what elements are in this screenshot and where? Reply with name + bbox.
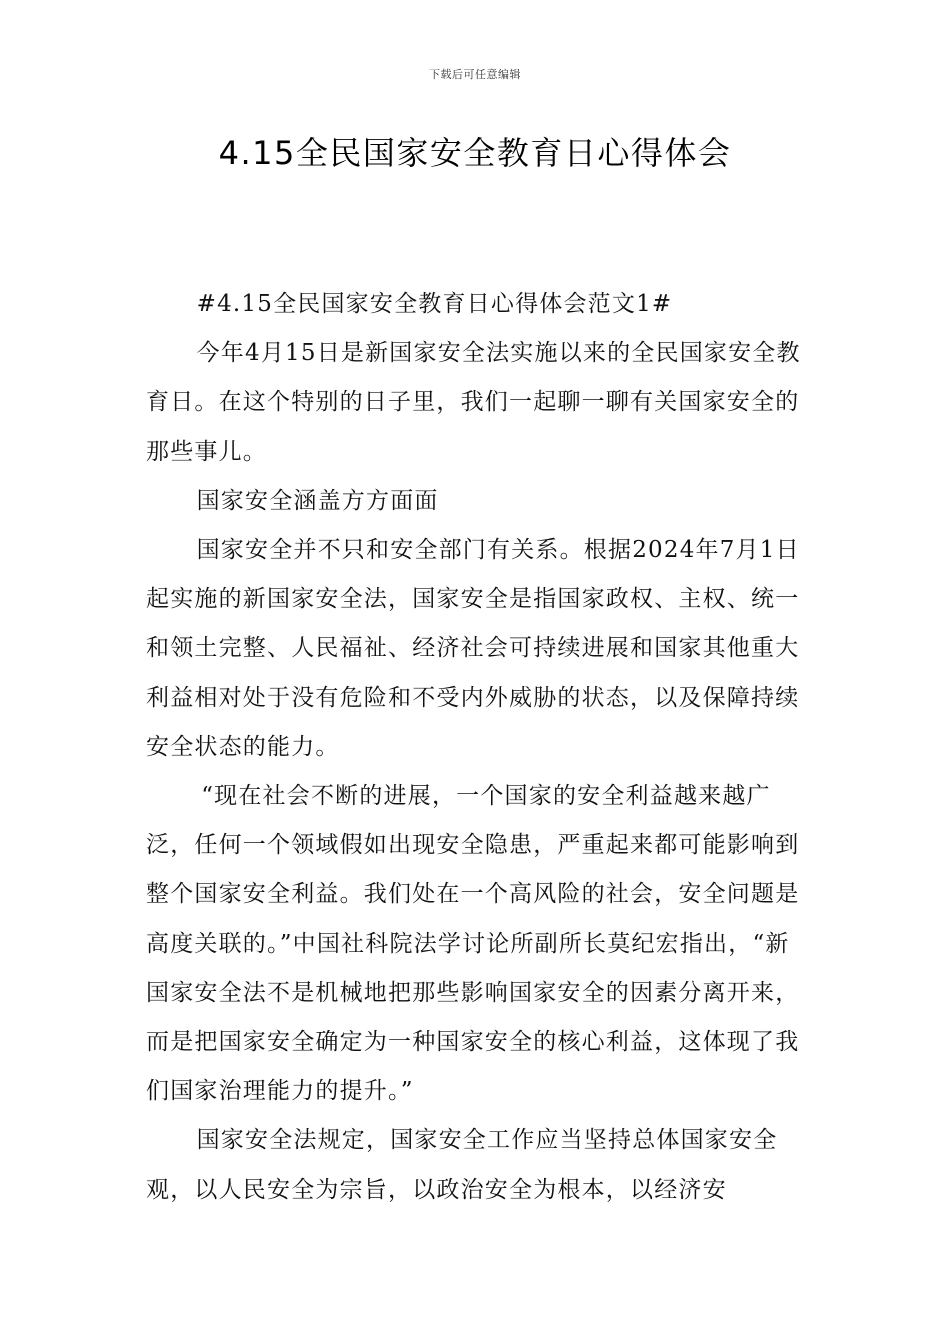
header-note: 下载后可任意编辑 [429, 68, 521, 81]
document-body [146, 280, 812, 1215]
paragraph: 国家安全并不只和安全部门有关系。根据2024年7月1日起实施的新国家安全法，国家安全是指国家政权、主权、统一和领土完整、人民福祉、经济社会可持续进展和国家其他重大利益相对处于没有危险和不受内外威胁的状态，以及保障持续安全状态的能力。 [146, 537, 800, 760]
paragraph: “现在社会不断的进展，一个国家的安全利益越来越广泛，任何一个领域假如出现安全隐患，严重起来都可能影响到整个国家安全利益。我们处在一个高风险的社会，安全问题是高度关联的。”中国社科院法学讨论所副所长莫纪宏指出，“新国家安全法不是机械地把那些影响国家安全的因素分离开来，而是把国家安全确定为一种国家安全的核心利益，这体现了我们国家治理能力的提升。” [146, 783, 800, 1105]
paragraph: 国家安全法规定，国家安全工作应当坚持总体国家安全观，以人民安全为宗旨，以政治安全为根本，以经济安 [146, 1127, 778, 1203]
paragraph: 今年4月15日是新国家安全法实施以来的全民国家安全教育日。在这个特别的日子里，我们一起聊一聊有关国家安全的那些事儿。 [146, 340, 801, 465]
subheading: 国家安全涵盖方方面面 [196, 487, 439, 514]
section-heading: #4.15全民国家安全教育日心得体会范文1# [196, 291, 673, 317]
document-title: 4.15全民国家安全教育日心得体会 [218, 134, 732, 172]
